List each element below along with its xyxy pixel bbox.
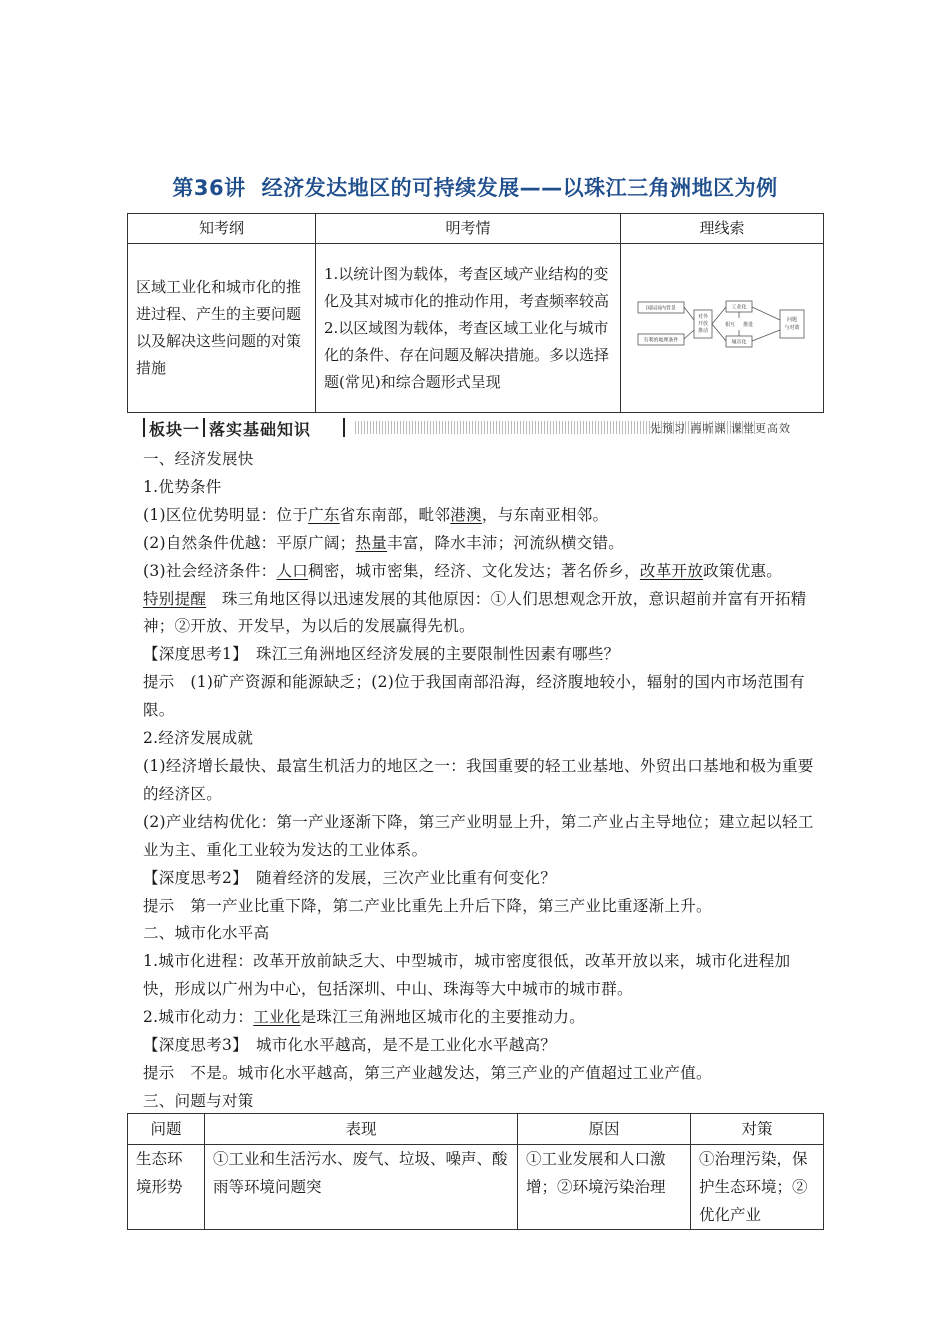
deep-thinking-question: 【深度思考3】 城市化水平越高，是不是工业化水平越高？: [143, 1036, 557, 1055]
table-row: [128, 1145, 824, 1230]
svg-text:工业化: 工业化: [731, 304, 747, 310]
svg-text:城市化: 城市化: [731, 339, 747, 345]
header-manifestation: 表现: [205, 1114, 518, 1145]
subsection-heading: 2.经济发展成就: [143, 729, 254, 748]
header-clue: 理线索: [621, 214, 824, 244]
header-measure: 对策: [691, 1114, 824, 1145]
issue-cell: 生态环境形势: [128, 1145, 205, 1230]
paragraph: (3)社会经济条件：人口稠密，城市密集，经济、文化发达；著名侨乡，改革开放政策优惠。: [143, 561, 783, 580]
banner-slogan: 先预习 再听课 课堂更高效: [650, 422, 791, 435]
clue-diagram-cell: [621, 244, 824, 413]
section-heading: 三、问题与对策: [143, 1091, 254, 1110]
paragraph: (1)区位优势明显：位于广东省东南部，毗邻港澳，与东南亚相邻。: [143, 505, 609, 524]
outline-cell: 区域工业化和城市化的推进过程、产生的主要问题以及解决这些问题的对策措施: [128, 244, 316, 413]
svg-text:与对策: 与对策: [784, 324, 800, 331]
lesson-number: 第36讲: [172, 176, 246, 200]
deep-thinking-answer: 提示 不是。城市化水平越高，第三产业越发达，第三产业的产值超过工业产值。: [143, 1063, 712, 1082]
deep-thinking-question: 【深度思考2】 随着经济的发展，三次产业比重有何变化？: [143, 868, 557, 887]
paragraph: (1)经济增长最快、最富生机活力的地区之一：我国重要的轻工业基地、外贸出口基地和极为重要的经济区。: [143, 756, 814, 803]
special-tip-label: 特别提醒: [143, 589, 207, 608]
banner-part: 板块一: [149, 420, 201, 439]
paragraph: (2)自然条件优越：平原广阔；热量丰富，降水丰沛；河流纵横交错。: [143, 533, 625, 552]
clue-flow-diagram: [636, 294, 808, 354]
box-problems: [780, 310, 804, 338]
overview-table: [127, 213, 824, 413]
paragraph: 2.城市化动力：工业化是珠江三角洲地区城市化的主要推动力。: [143, 1008, 586, 1027]
banner-title: 落实基础知识: [209, 420, 312, 439]
svg-text:开放: 开放: [697, 320, 709, 327]
svg-text:问题: 问题: [786, 316, 798, 323]
deep-thinking-question: 【深度思考1】 珠江三角洲地区经济发展的主要限制性因素有哪些？: [143, 645, 620, 664]
svg-text:相互: 相互: [724, 321, 736, 328]
main-content: [143, 446, 815, 1116]
section-heading: 一、经济发展快: [143, 450, 254, 468]
problem-measure-table: [127, 1113, 824, 1230]
svg-text:推动: 推动: [697, 327, 709, 334]
deep-thinking-answer: 提示 第一产业比重下降，第二产业比重先上升后下降，第三产业比重逐渐上升。: [143, 896, 712, 915]
box-conditions-text: 有利的地理条件: [643, 337, 679, 343]
exam-point-1: 1.以统计图为载体，考查区域产业结构的变化及其对城市化的推动作用，考查频率较高: [324, 264, 610, 310]
deep-thinking-answer: 提示 (1)矿产资源和能源缺乏；(2)位于我国南部沿海，经济腹地较小，辐射的国内市场范围有限。: [143, 673, 805, 720]
cause-cell: ①工业发展和人口激增；②环境污染治理: [518, 1145, 691, 1230]
svg-text:推进: 推进: [742, 321, 754, 328]
measure-cell: ①治理污染，保护生态环境；②优化产业: [691, 1145, 824, 1230]
header-cause: 原因: [518, 1114, 691, 1145]
manifestation-cell: ①工业和生活污水、废气、垃圾、噪声、酸雨等环境问题突: [205, 1145, 518, 1230]
special-tip: 特别提醒 珠三角地区得以迅速发展的其他原因：①人们思想观念开放，意识超前并富有开拓精神；②开放、开发早，为以后的发展赢得先机。: [143, 589, 807, 636]
lesson-title: 经济发达地区的可持续发展——以珠江三角洲地区为例: [261, 176, 778, 200]
section-banner: [143, 417, 815, 439]
subsection-heading: 1.优势条件: [143, 477, 222, 496]
svg-text:对外: 对外: [697, 313, 709, 320]
exam-situation-cell: [316, 244, 621, 413]
section-heading: 二、城市化水平高: [143, 924, 270, 943]
exam-point-2: 2.以区域图为载体，考查区域工业化与城市化的条件、存在问题及解决措施。多以选择题(常见)和综合题形式呈现: [324, 318, 610, 391]
header-issue: 问题: [128, 1114, 205, 1145]
header-know-outline: 知考纲: [128, 214, 316, 244]
box-background-text: 国际国内背景: [645, 305, 677, 311]
paragraph: (2)产业结构优化：第一产业逐渐下降，第三产业明显上升，第二产业占主导地位；建立起以轻工业为主、重化工业较为发达的工业体系。: [143, 812, 814, 859]
header-exam-situation: 明考情: [316, 214, 621, 244]
paragraph: 1.城市化进程：改革开放前缺乏大、中型城市，城市密度很低，改革开放以来，城市化进程加快，形成以广州为中心，包括深圳、中山、珠海等大中城市的城市群。: [143, 952, 791, 999]
page-title: [0, 172, 950, 202]
